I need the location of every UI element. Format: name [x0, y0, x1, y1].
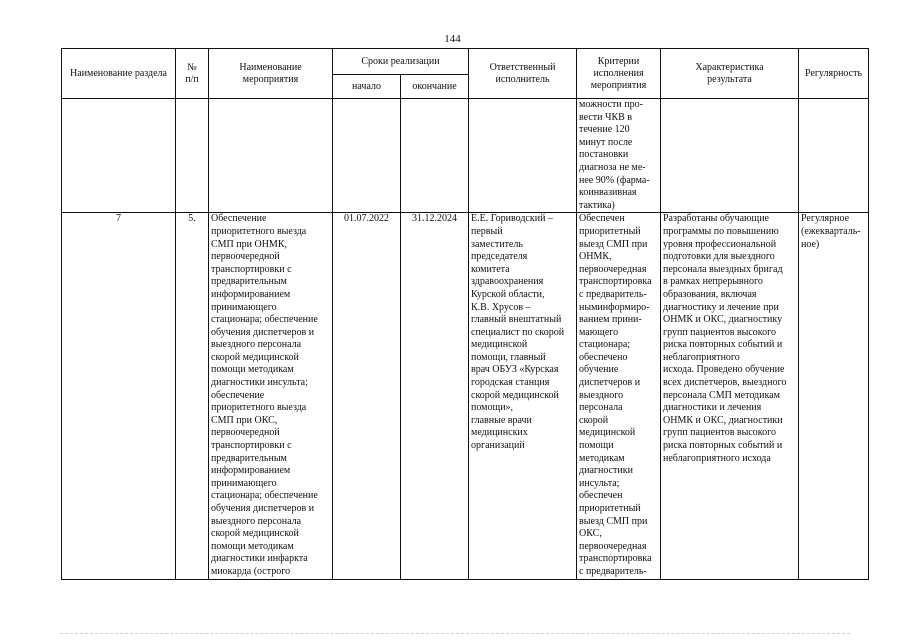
- cell-item-number: 5.: [176, 213, 209, 579]
- cell-empty: [799, 99, 869, 213]
- header-criteria: Критерии исполнения мероприятия: [577, 49, 661, 99]
- cell-end-date: 31.12.2024: [401, 213, 469, 579]
- header-number: № п/п: [176, 49, 209, 99]
- cell-measure: Обеспечение приоритетного выезда СМП при ОНМК, первоочередной транспортировки с предварительным информированием принимающего стационара; обеспечение обучения диспетчеров и выездного персонала скорой медицинской помощи методикам диагностики инсульта; обеспечение приоритетного выезда СМП при ОКС, первоочередной транспортировки с предварительным информированием принимающего стационара; обеспечение обучения диспетчеров и выездного персонала скорой медицинской помощи методикам диагностики инфаркта миокарда (острого: [209, 213, 333, 579]
- header-implementation-period: Сроки реализации: [333, 49, 469, 75]
- cell-empty: [333, 99, 401, 213]
- cell-regularity: Регулярное (ежекварталь- ное): [799, 213, 869, 579]
- cell-empty: [469, 99, 577, 213]
- header-regularity: Регулярность: [799, 49, 869, 99]
- header-start: начало: [333, 75, 401, 99]
- header-end: окончание: [401, 75, 469, 99]
- cell-criteria-continued: можности про- вести ЧКВ в течение 120 минут после постановки диагноза не ме- нее 90% (фарма- коинвазивная тактика): [577, 99, 661, 213]
- header-result: Характеристика результата: [661, 49, 799, 99]
- cell-empty: [176, 99, 209, 213]
- cell-empty: [401, 99, 469, 213]
- table-row-continued: [62, 99, 869, 213]
- cell-criteria: Обеспечен приоритетный выезд СМП при ОНМК, первоочередная транспортировка с предваритель- ныминформиро- ванием прини- мающего стационара; обеспечено обучение диспетчеров и выездного персонала скорой медицинской помощи методикам диагностики инсульта; обеспечен приоритетный выезд СМП при ОКС, первоочередная транспортировка с предваритель-: [577, 213, 661, 579]
- cell-empty: [62, 99, 176, 213]
- cell-empty: [209, 99, 333, 213]
- cell-start-date: 01.07.2022: [333, 213, 401, 579]
- page-number: 144: [444, 33, 461, 45]
- header-responsible: Ответственный исполнитель: [469, 49, 577, 99]
- cell-empty: [661, 99, 799, 213]
- table-row-measure: [62, 213, 869, 579]
- header-section-name: Наименование раздела: [62, 49, 176, 99]
- cell-responsible: Е.Е. Гориводский – первый заместитель председателя комитета здравоохранения Курской области, К.В. Хрусов – главный внештатный специалист по скорой медицинской помощи, главный врач ОБУЗ «Курская городская станция скорой медицинской помощи», главные врачи медицинских организаций: [469, 213, 577, 579]
- cell-result: Разработаны обучающие программы по повышению уровня профессиональной подготовки для выездного персонала выездных бригад в рамках непрерывного образования, включая диагностику и лечение при ОНМК и ОКС, диагностику групп пациентов высокого риска повторных событий и неблагоприятного исхода. Проведено обучение всех диспетчеров, выездного персонала СМП методикам диагностики и лечения ОНМК и ОКС, диагностики групп пациентов высокого риска повторных событий и неблагоприятного исхода: [661, 213, 799, 579]
- action-plan-table: [61, 48, 869, 580]
- cell-section-number: 7: [62, 213, 176, 579]
- scan-edge-line: [60, 633, 850, 634]
- header-measure-name: Наименование мероприятия: [209, 49, 333, 99]
